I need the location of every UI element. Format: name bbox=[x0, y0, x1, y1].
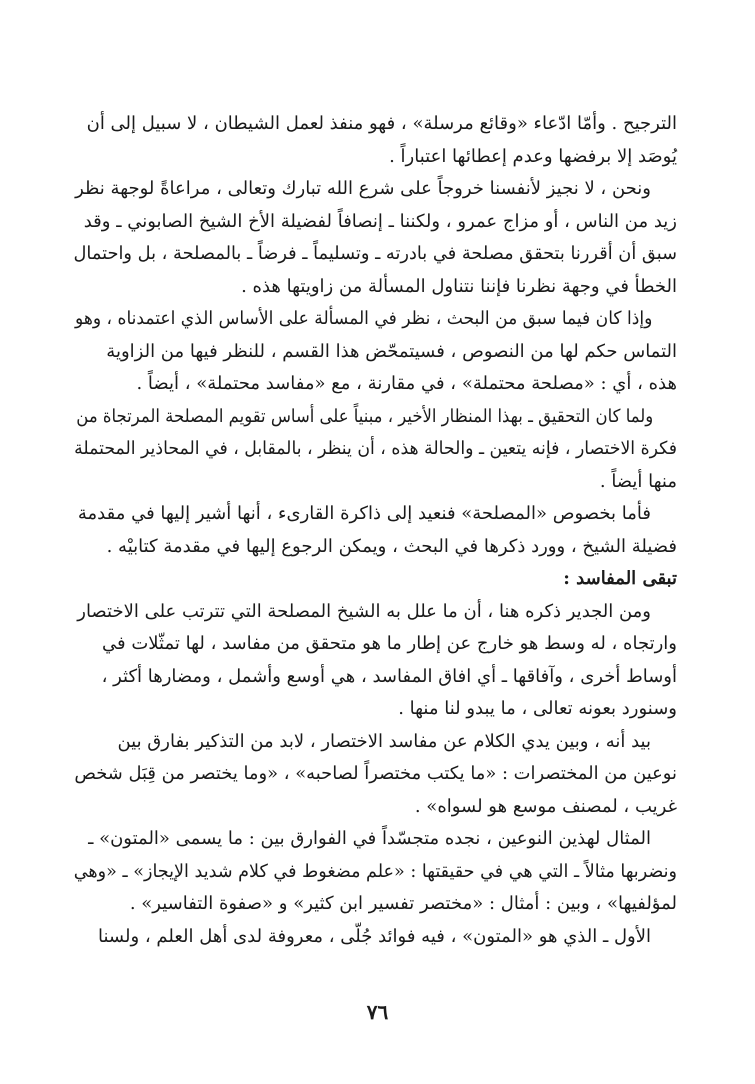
text-line: هذه ، أي : «مصلحة محتملة» ، في مقارنة ، مع «مفاسد محتملة» ، أيضاً . bbox=[136, 373, 677, 394]
text-line: الأول ـ الذي هو «المتون» ، فيه فوائد جُلّى ، معروفة لدى أهل العلم ، ولسنا bbox=[98, 925, 651, 947]
text-line: الخطأ في وجهة نظرنا فإننا نتناول المسألة من زاويتها هذه . bbox=[241, 275, 677, 297]
text-line: ونحن ، لا نجيز لأنفسنا خروجاً على شرع الله تبارك وتعالى ، مراعاةً لوجهة نظر bbox=[75, 178, 651, 199]
page-number: ٧٦ bbox=[366, 1000, 389, 1024]
text-line: نوعين من المختصرات : «ما يكتب مختصراً لصاحبه» ، «وما يختصر من قِبَل شخص bbox=[74, 763, 678, 784]
text-line: زيد من الناس ، أو مزاج عمرو ، ولكننا ـ إنصافاً لفضيلة الأخ الشيخ الصابوني ـ وقد bbox=[83, 210, 677, 232]
text-line: بيد أنه ، وبين يدي الكلام عن مفاسد الاختصار ، لابد من التذكير بفارق بين bbox=[117, 730, 651, 752]
text-line: وإذا كان فيما سبق من البحث ، نظر في المسألة على الأساس الذي اعتمدناه ، وهو bbox=[75, 308, 653, 329]
text-line: ولما كان التحقيق ـ بهذا المنظار الأخير ، مبنياً على أساس تقويم المصلحة المرتجاة من bbox=[76, 405, 654, 427]
text-line: فأما بخصوص «المصلحة» فنعيد إلى ذاكرة القارىء ، أنها أشير إليها في مقدمة bbox=[77, 503, 651, 524]
text-line: فكرة الاختصار ، فإنه يتعين ـ والحالة هذه ، أن ينظر ، بالمقابل ، في المحاذير المحتملة bbox=[74, 438, 678, 459]
text-line: وارتجاه ، له وسط هو خارج عن إطار ما هو متحقق من مفاسد ، لها تمثّلات في bbox=[102, 633, 677, 654]
text-line: الترجيح . وأمّا ادّعاء «وقائع مرسلة» ، فهو منفذ لعمل الشيطان ، لا سبيل إلى أن bbox=[86, 113, 677, 134]
text-line: يُوصَد إلا برفضها وعدم إعطائها اعتباراً . bbox=[389, 145, 677, 167]
text-line: فضيلة الشيخ ، وورد ذكرها في البحث ، ويمكن الرجوع إليها في مقدمة كتابيْه . bbox=[106, 535, 677, 557]
text-line: أوساط أخرى ، وآفاقها ـ أي افاق المفاسد ، هي أوسع وأشمل ، ومضارها أكثر ، bbox=[101, 665, 677, 687]
text-line: منها أيضاً . bbox=[599, 470, 677, 492]
text-line: التماس حكم لها من النصوص ، فسيتمحّض هذا القسم ، للنظر فيها من الزاوية bbox=[106, 340, 677, 362]
text-line: غريب ، لمصنف موسع هو لسواه» . bbox=[414, 795, 677, 817]
body-text bbox=[74, 108, 677, 953]
text-line: ونضربها مثالاً ـ التي هي في حقيقتها : «علم مضغوط في كلام شديد الإيجاز» ـ «وهي bbox=[73, 860, 677, 882]
text-line: المثال لهذين النوعين ، نجده متجسّداً في الفوارق بين : ما يسمى «المتون» ـ bbox=[88, 828, 651, 849]
text-line: وسنورد بعونه تعالى ، ما يبدو لنا منها . bbox=[398, 698, 677, 719]
text-line: ومن الجدير ذكره هنا ، أن ما علل به الشيخ المصلحة التي تترتب على الاختصار bbox=[77, 600, 651, 622]
text-line: لمؤلفيها» ، وبين : أمثال : «مختصر تفسير ابن كثير» و «صفوة التفاسير» . bbox=[129, 893, 677, 914]
section-heading: تبقى المفاسد : bbox=[563, 568, 677, 589]
text-line: سبق أن أقررنا بتحقق مصلحة في بادرته ـ وتسليماً ـ فرضاً ـ بالمصلحة ، بل واحتمال bbox=[73, 243, 678, 264]
